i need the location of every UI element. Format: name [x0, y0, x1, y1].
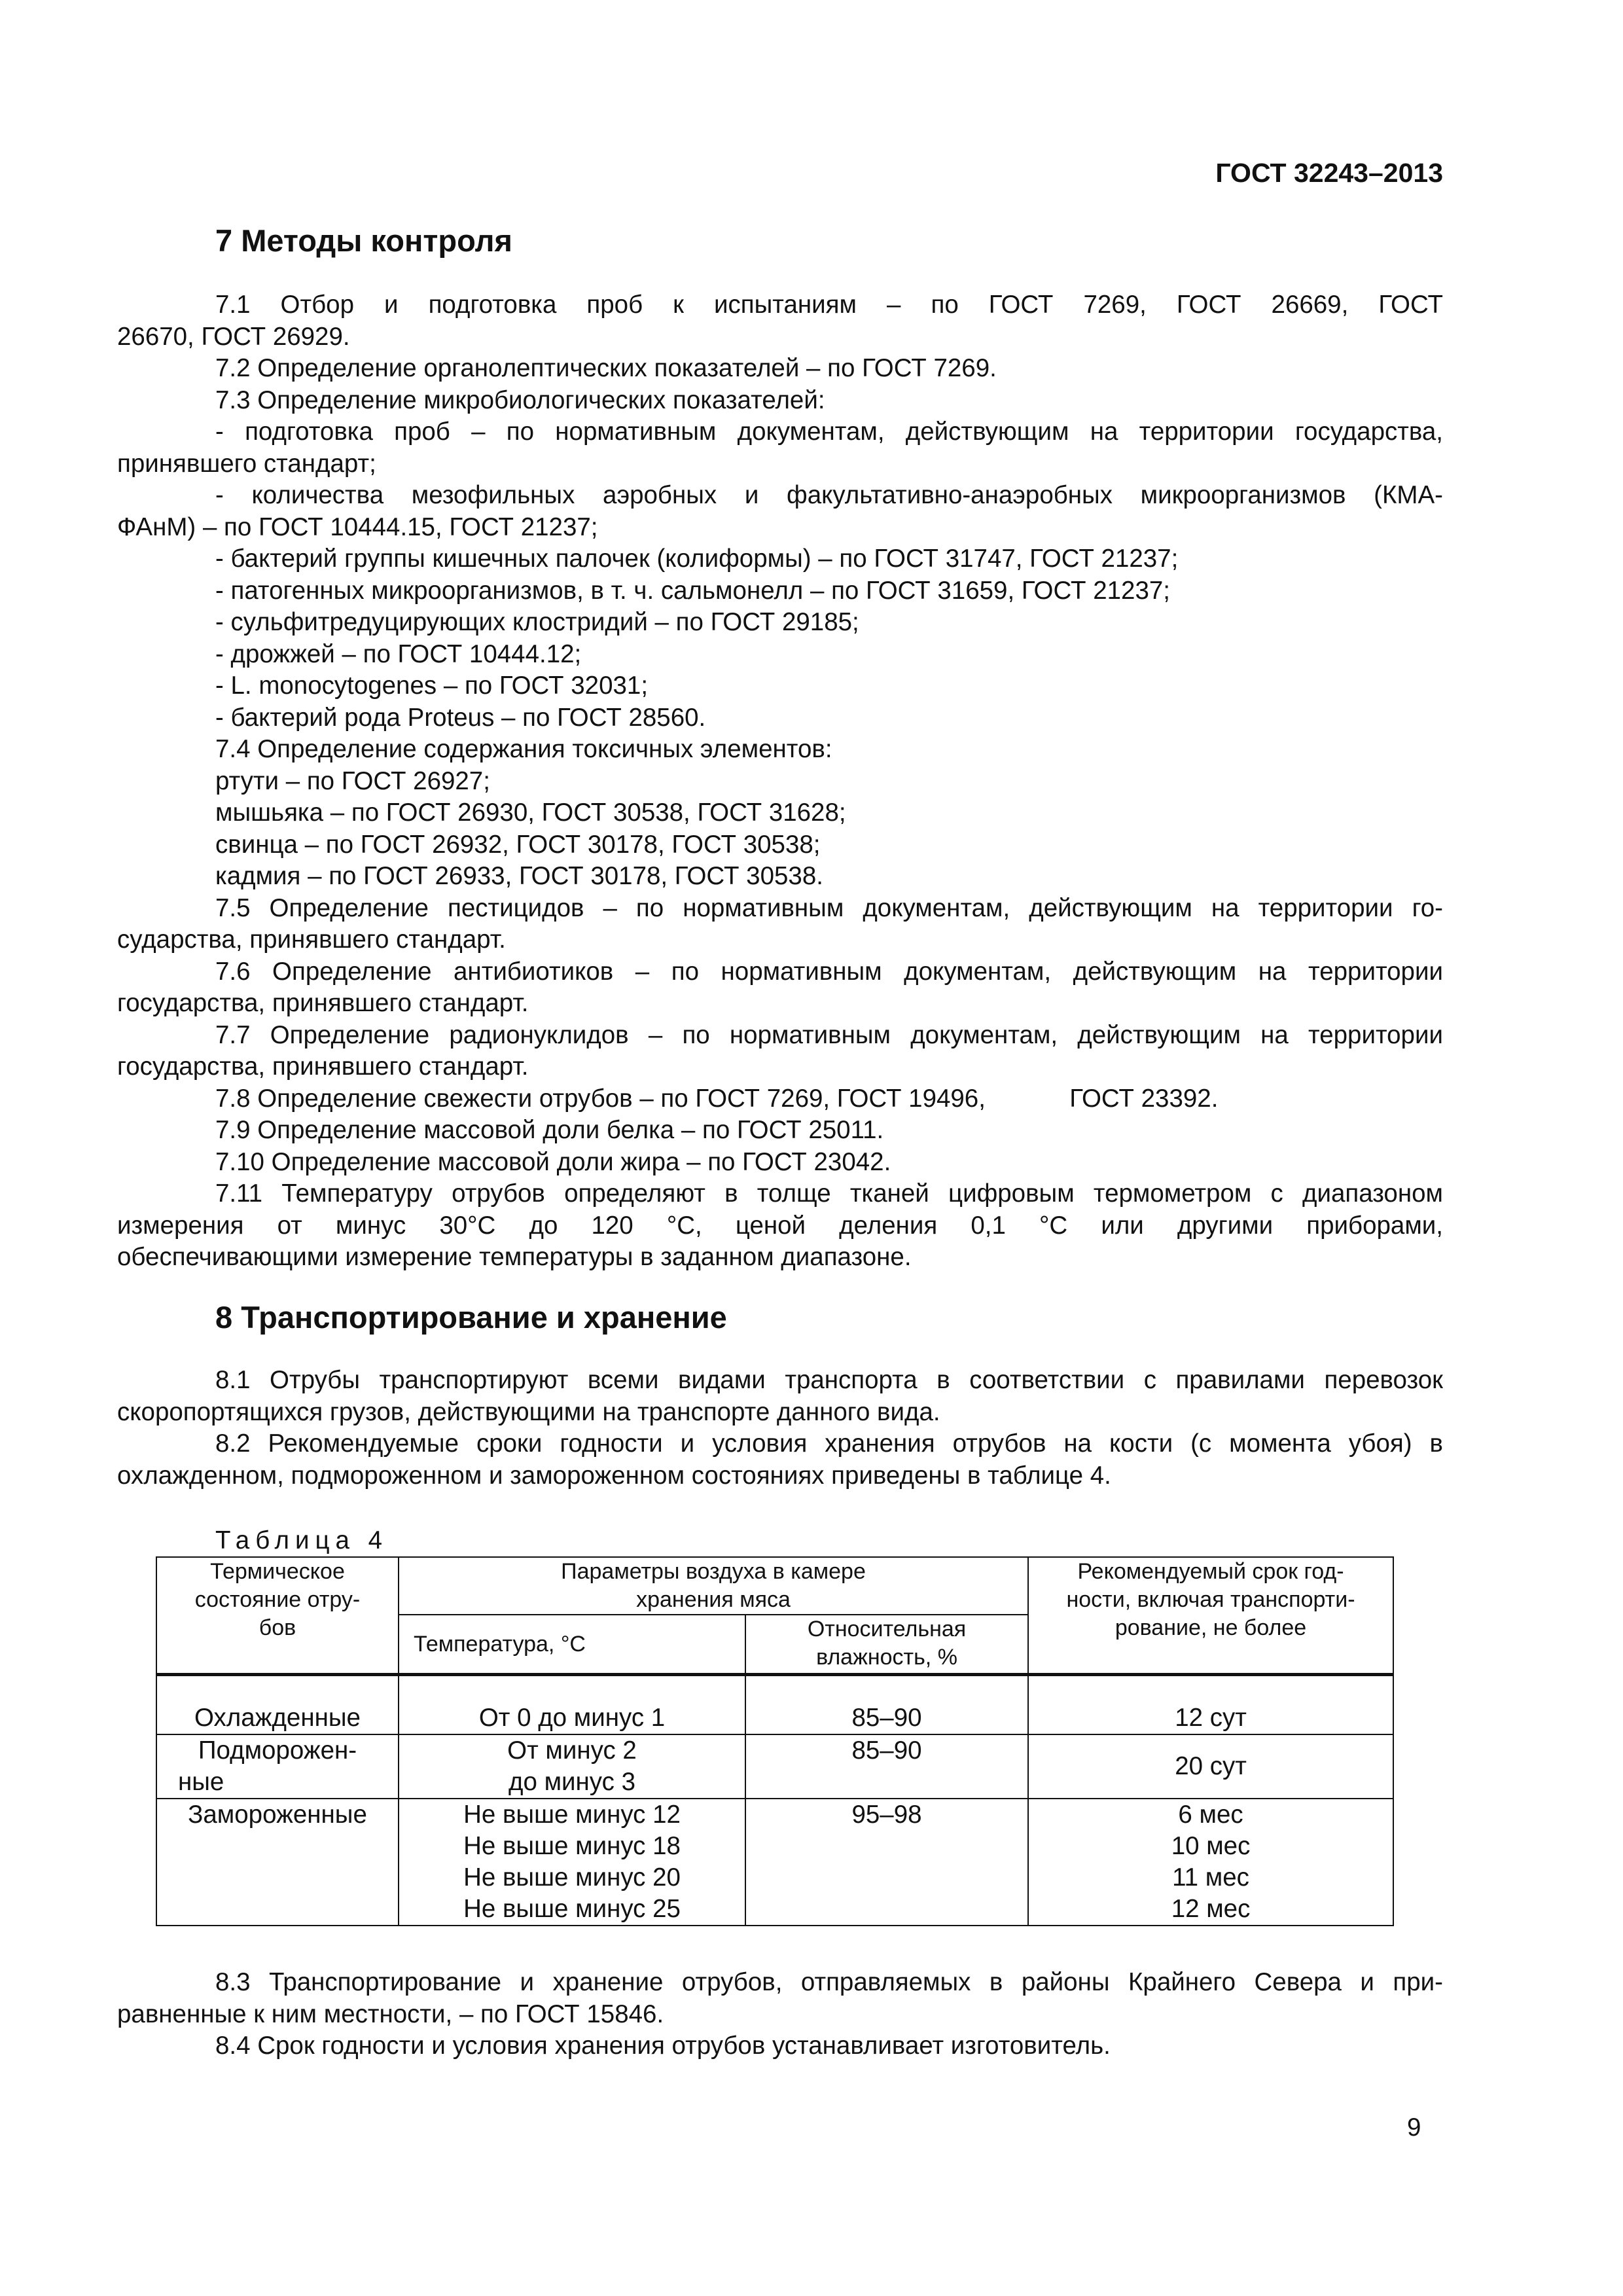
- text-line: 26670, ГОСТ 26929.: [117, 322, 350, 351]
- cell-text: Не выше минус 20: [463, 1863, 681, 1892]
- header-text: влажность, %: [816, 1645, 957, 1670]
- table-row: [156, 1799, 1393, 1926]
- section-8-body-after-table: [117, 1967, 1443, 2062]
- header-text: Относительная: [807, 1617, 967, 1641]
- cell-text: 12 сут: [1175, 1704, 1247, 1732]
- cell-text: 95–98: [851, 1801, 922, 1829]
- text-line: - L. monocytogenes – по ГОСТ 32031;: [215, 672, 649, 700]
- text-line: государства, принявшего стандарт.: [117, 989, 529, 1017]
- cell-temperature: [399, 1675, 745, 1735]
- text-line: сударства, принявшего стандарт.: [117, 925, 506, 954]
- cell-temperature: [399, 1799, 745, 1926]
- text-line: - бактерий группы кишечных палочек (колиформы) – по ГОСТ 31747, ГОСТ 21237;: [215, 545, 1179, 573]
- text-line: равненные к ним местности, – по ГОСТ 15846.: [117, 2000, 664, 2028]
- text-line: 7.2 Определение органолептических показателей – по ГОСТ 7269.: [215, 354, 997, 382]
- header-temperature: [399, 1615, 745, 1675]
- cell-text: 20 сут: [1175, 1752, 1247, 1780]
- cell-state: [156, 1675, 399, 1735]
- text-line: 7.5 Определение пестицидов – по нормативным документам, действующим на территории го-: [215, 893, 1443, 922]
- text-line: 8.2 Рекомендуемые сроки годности и условия хранения отрубов на кости (с момента убоя) в: [215, 1429, 1443, 1458]
- storage-table: [156, 1556, 1394, 1926]
- cell-text: Подморожен-: [198, 1736, 357, 1765]
- cell-humidity: [745, 1799, 1028, 1926]
- header-air-params: [399, 1557, 1028, 1615]
- cell-text: Не выше минус 12: [463, 1801, 681, 1829]
- cell-shelf-life: [1028, 1734, 1393, 1799]
- header-text: Температура, °С: [414, 1631, 586, 1657]
- section-7-body: [117, 289, 1443, 1274]
- text-line: - дрожжей – по ГОСТ 10444.12;: [215, 639, 582, 668]
- text-line: 7.11 Температуру отрубов определяют в толще тканей цифровым термометром с диапазоном: [215, 1179, 1443, 1208]
- text-line: 7.8 Определение свежести отрубов – по ГОСТ 7269, ГОСТ 19496, ГОСТ 23392.: [215, 1084, 1219, 1113]
- document-code: ГОСТ 32243–2013: [1215, 158, 1443, 188]
- cell-text: до минус 3: [508, 1768, 635, 1796]
- cell-shelf-life: [1028, 1799, 1393, 1926]
- header-text: состояние отру-: [194, 1587, 361, 1612]
- section-8-title: 8 Транспортирование и хранение: [215, 1300, 727, 1335]
- header-text: Термическое: [210, 1559, 345, 1584]
- header-humidity: [745, 1615, 1028, 1675]
- header-text: Рекомендуемый срок год-: [1077, 1559, 1344, 1584]
- cell-text: 6 мес: [1178, 1801, 1243, 1829]
- text-line: измерения от минус 30°С до 120 °С, ценой деления 0,1 °С или другими приборами,: [117, 1211, 1443, 1240]
- table-header-row: [156, 1557, 1393, 1615]
- text-line: - подготовка проб – по нормативным документам, действующим на территории государства,: [215, 418, 1443, 446]
- text-line: 7.7 Определение радионуклидов – по нормативным документам, действующим на территории: [215, 1020, 1443, 1049]
- text-line: - сульфитредуцирующих клостридий – по ГОСТ 29185;: [215, 608, 859, 636]
- cell-text: Не выше минус 18: [463, 1832, 681, 1860]
- table-row: [156, 1675, 1393, 1735]
- cell-text: 11 мес: [1172, 1863, 1249, 1892]
- cell-text: Не выше минус 25: [463, 1895, 681, 1923]
- cell-text: 85–90: [851, 1704, 922, 1732]
- cell-text: 10 мес: [1171, 1832, 1251, 1860]
- cell-shelf-life: [1028, 1675, 1393, 1735]
- table-caption: Таблица 4: [215, 1526, 389, 1554]
- text-line: скоропортящихся грузов, действующими на транспорте данного вида.: [117, 1397, 940, 1426]
- cell-humidity: [745, 1734, 1028, 1799]
- text-line: 7.4 Определение содержания токсичных элементов:: [215, 735, 832, 763]
- text-line: кадмия – по ГОСТ 26933, ГОСТ 30178, ГОСТ 30538.: [215, 862, 823, 890]
- text-line: 7.1 Отбор и подготовка проб к испытаниям – по ГОСТ 7269, ГОСТ 26669, ГОСТ: [215, 291, 1443, 319]
- text-line: - бактерий рода Proteus – по ГОСТ 28560.: [215, 703, 706, 732]
- cell-text: 85–90: [851, 1736, 922, 1765]
- cell-text: Охлажденные: [194, 1704, 361, 1732]
- cell-state: [156, 1799, 399, 1926]
- cell-text: От минус 2: [507, 1736, 637, 1765]
- text-line: мышьяка – по ГОСТ 26930, ГОСТ 30538, ГОСТ 31628;: [215, 798, 846, 827]
- table-row: [156, 1734, 1393, 1799]
- text-line: ртути – по ГОСТ 26927;: [215, 766, 490, 795]
- text-line: свинца – по ГОСТ 26932, ГОСТ 30178, ГОСТ 30538;: [215, 830, 821, 859]
- text-line: охлажденном, подмороженном и замороженном состояниях приведены в таблице 4.: [117, 1461, 1111, 1490]
- text-line: принявшего стандарт;: [117, 449, 376, 478]
- header-text: бов: [259, 1615, 296, 1640]
- text-line: 7.10 Определение массовой доли жира – по ГОСТ 23042.: [215, 1147, 891, 1176]
- text-line: 8.1 Отрубы транспортируют всеми видами транспорта в соответствии с правилами перевозок: [215, 1366, 1443, 1394]
- cell-text: Замороженные: [188, 1801, 367, 1829]
- header-text: хранения мяса: [636, 1587, 791, 1612]
- page-number: 9: [1407, 2113, 1421, 2142]
- cell-text: От 0 до минус 1: [478, 1704, 666, 1732]
- text-line: 8.4 Срок годности и условия хранения отрубов устанавливает изготовитель.: [215, 2032, 1111, 2060]
- header-text: Параметры воздуха в камере: [561, 1559, 866, 1584]
- cell-temperature: [399, 1734, 745, 1799]
- text-line: - количества мезофильных аэробных и факультативно-анаэробных микроорганизмов (КМА-: [215, 481, 1443, 509]
- cell-humidity: [745, 1675, 1028, 1735]
- section-8-body: [117, 1365, 1443, 1492]
- header-text: ности, включая транспорти-: [1066, 1587, 1355, 1612]
- cell-text: 12 мес: [1171, 1895, 1251, 1923]
- text-line: - патогенных микроорганизмов, в т. ч. сальмонелл – по ГОСТ 31659, ГОСТ 21237;: [215, 576, 1170, 605]
- header-state: [156, 1557, 399, 1675]
- cell-text: ные: [178, 1768, 224, 1796]
- header-shelf-life: [1028, 1557, 1393, 1675]
- text-line: 8.3 Транспортирование и хранение отрубов, отправляемых в районы Крайнего Севера и при-: [215, 1968, 1443, 1996]
- text-line: 7.6 Определение антибиотиков – по нормативным документам, действующим на территории: [215, 957, 1443, 986]
- text-line: 7.3 Определение микробиологических показателей:: [215, 386, 825, 414]
- text-line: обеспечивающими измерение температуры в заданном диапазоне.: [117, 1243, 912, 1271]
- text-line: ФАнМ) – по ГОСТ 10444.15, ГОСТ 21237;: [117, 512, 598, 541]
- cell-state: [156, 1734, 399, 1799]
- header-text: рование, не более: [1115, 1615, 1307, 1640]
- text-line: государства, принявшего стандарт.: [117, 1052, 529, 1081]
- text-line: 7.9 Определение массовой доли белка – по ГОСТ 25011.: [215, 1116, 884, 1144]
- section-7-title: 7 Методы контроля: [215, 223, 512, 258]
